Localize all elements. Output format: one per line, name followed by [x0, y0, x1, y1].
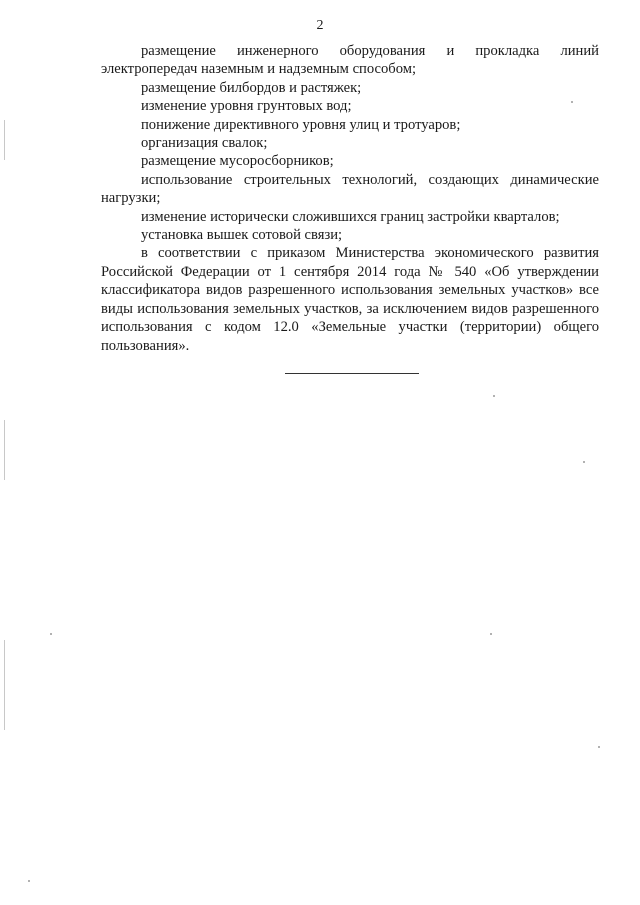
list-item-street-level: понижение директивного уровня улиц и тротуаров;	[141, 116, 461, 133]
scan-speck	[583, 461, 585, 463]
list-item-engineering-equipment: размещение инженерного оборудования и прокладка линий электропередач наземным и надземным способом;	[101, 43, 599, 78]
scan-speck	[50, 633, 52, 635]
list-item-block-boundaries: изменение исторически сложившихся границ застройки кварталов;	[141, 208, 560, 225]
list-item-groundwater-level: изменение уровня грунтовых вод;	[141, 98, 352, 115]
page-number: 2	[316, 18, 324, 33]
list-item-dynamic-loads: использование строительных технологий, создающих динамические нагрузки;	[101, 171, 599, 207]
scan-speck	[598, 746, 600, 748]
list-item-cell-towers: установка вышек сотовой связи;	[141, 227, 343, 244]
scan-speck	[571, 101, 573, 103]
scan-speck	[490, 633, 492, 635]
list-item-land-use-order: в соответствии с приказом Министерства экономического развития Российской Федерации от 1 сентября 2014 года № 540 «Об утверждении классификатора видов разрешенного использования земельных участков» все виды использования земельных участков, за исключением видов разрешенного использования с кодом 12.0 «Земельные участки (территории) общего пользования».	[101, 245, 599, 354]
end-separator-line	[285, 373, 419, 374]
list-item-billboards: размещение билбордов и растяжек;	[141, 79, 362, 96]
scan-speck	[493, 395, 495, 397]
list-item-dumps: организация свалок;	[141, 135, 268, 152]
body-text	[101, 42, 599, 355]
list-item-waste-collectors: размещение мусоросборников;	[141, 153, 334, 170]
scan-edge-mark	[4, 640, 5, 730]
scan-edge-mark	[4, 120, 5, 160]
scan-speck	[28, 880, 30, 882]
scan-edge-mark	[4, 420, 5, 480]
